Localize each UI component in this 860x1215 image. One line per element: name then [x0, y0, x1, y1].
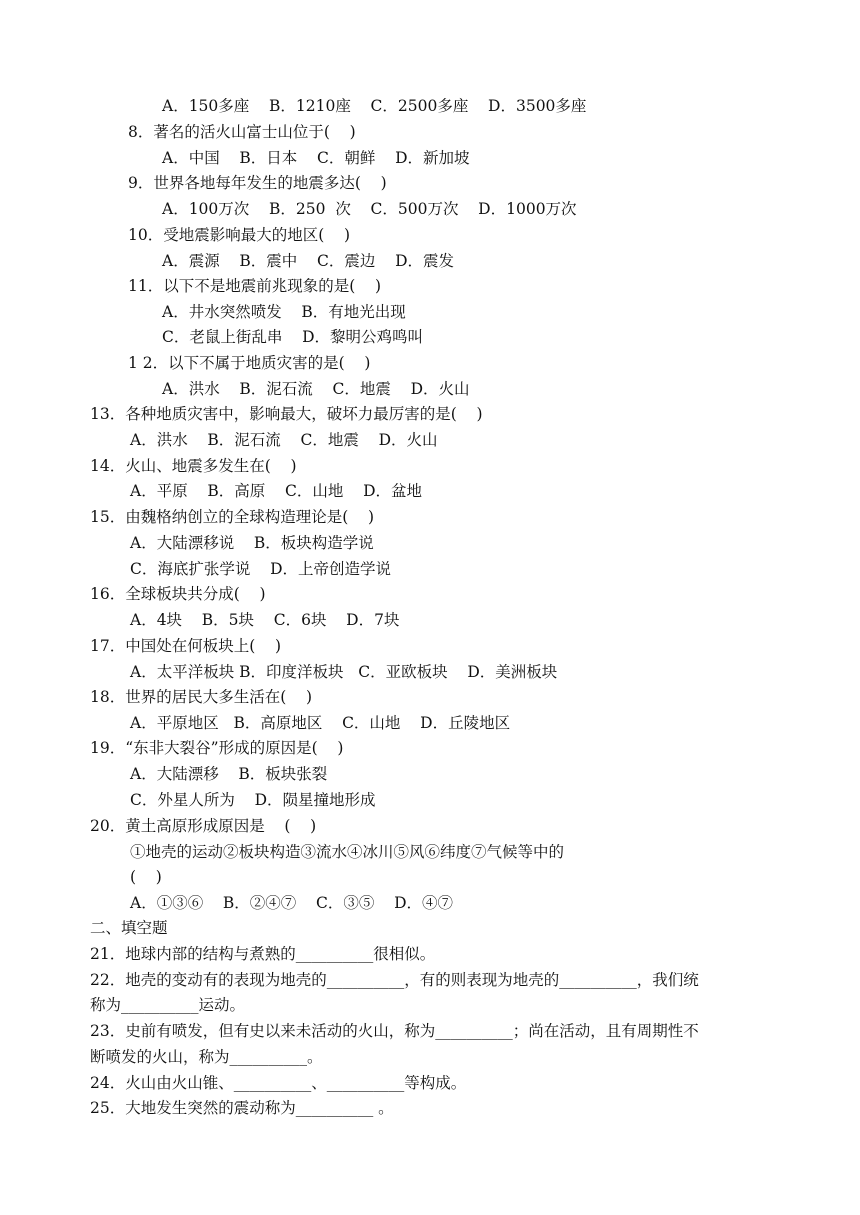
q11-options-cd: C．老鼠上街乱串 D．黎明公鸡鸣叫 — [162, 328, 423, 346]
q17-stem: 17．中国处在何板块上( ) — [90, 637, 282, 655]
q19-options-cd: C．外星人所为 D．陨星撞地形成 — [130, 791, 376, 809]
q22-line2: 称为__________运动。 — [90, 996, 246, 1014]
q19-options-ab: A．大陆漂移 B．板块张裂 — [130, 765, 328, 783]
q20-factors: ①地壳的运动②板块构造③流水④冰川⑤风⑥纬度⑦气候等中的 — [130, 843, 565, 861]
q17-options: A．太平洋板块 B．印度洋板块 C．亚欧板块 D．美洲板块 — [130, 663, 558, 681]
q23-line1: 23．史前有喷发，但有史以来未活动的火山，称为__________；尚在活动，且有周期性不 — [90, 1022, 699, 1040]
q19-stem: 19．“东非大裂谷”形成的原因是( ) — [90, 739, 344, 757]
q15-options-ab: A．大陆漂移说 B．板块构造学说 — [130, 534, 374, 552]
q13-stem: 13．各种地质灾害中，影响最大，破坏力最厉害的是( ) — [90, 405, 483, 423]
q16-options: A．4块 B．5块 C．6块 D．7块 — [130, 611, 400, 629]
q12-options: A．洪水 B．泥石流 C．地震 D．火山 — [162, 380, 470, 398]
q11-options-ab: A．井水突然喷发 B．有地光出现 — [162, 303, 406, 321]
q9-stem: 9．世界各地每年发生的地震多达( ) — [128, 174, 387, 192]
q20-answer-blank: ( ) — [130, 868, 162, 886]
q10-stem: 10．受地震影响最大的地区( ) — [128, 226, 351, 244]
q21: 21．地球内部的结构与煮熟的__________很相似。 — [90, 945, 436, 963]
q8-stem: 8．著名的活火山富士山位于( ) — [128, 123, 356, 141]
q14-stem: 14．火山、地震多发生在( ) — [90, 457, 297, 475]
section-heading: 二、填空题 — [90, 919, 168, 937]
q13-options: A．洪水 B．泥石流 C．地震 D．火山 — [130, 431, 438, 449]
q18-stem: 18．世界的居民大多生活在( ) — [90, 688, 313, 706]
q22-line1: 22．地壳的变动有的表现为地壳的__________，有的则表现为地壳的__________，我们统 — [90, 971, 699, 989]
q18-options: A．平原地区 B．高原地区 C．山地 D．丘陵地区 — [130, 714, 511, 732]
q25: 25．大地发生突然的震动称为__________ 。 — [90, 1099, 394, 1117]
q8-options: A．中国 B．日本 C．朝鲜 D．新加坡 — [162, 149, 470, 167]
q23-line2: 断喷发的火山，称为__________。 — [90, 1048, 323, 1066]
q15-stem: 15．由魏格纳创立的全球构造理论是( ) — [90, 508, 375, 526]
q16-stem: 16．全球板块共分成( ) — [90, 585, 266, 603]
q14-options: A．平原 B．高原 C．山地 D．盆地 — [130, 482, 422, 500]
q20-options: A．①③⑥ B．②④⑦ C．③⑤ D．④⑦ — [130, 894, 453, 912]
q20-stem: 20．黄土高原形成原因是 ( ) — [90, 817, 317, 835]
q10-options: A．震源 B．震中 C．震边 D．震发 — [162, 252, 454, 270]
q12-stem: 1 2．以下不属于地质灾害的是( ) — [128, 354, 371, 372]
q24: 24．火山由火山锥、__________、__________等构成。 — [90, 1074, 467, 1092]
q9-options: A．100万次 B．250 次 C．500万次 D．1000万次 — [162, 200, 577, 218]
q7-options: A．150多座 B．1210座 C．2500多座 D．3500多座 — [162, 97, 587, 115]
q11-stem: 11．以下不是地震前兆现象的是( ) — [128, 277, 382, 295]
q15-options-cd: C．海底扩张学说 D．上帝创造学说 — [130, 560, 391, 578]
